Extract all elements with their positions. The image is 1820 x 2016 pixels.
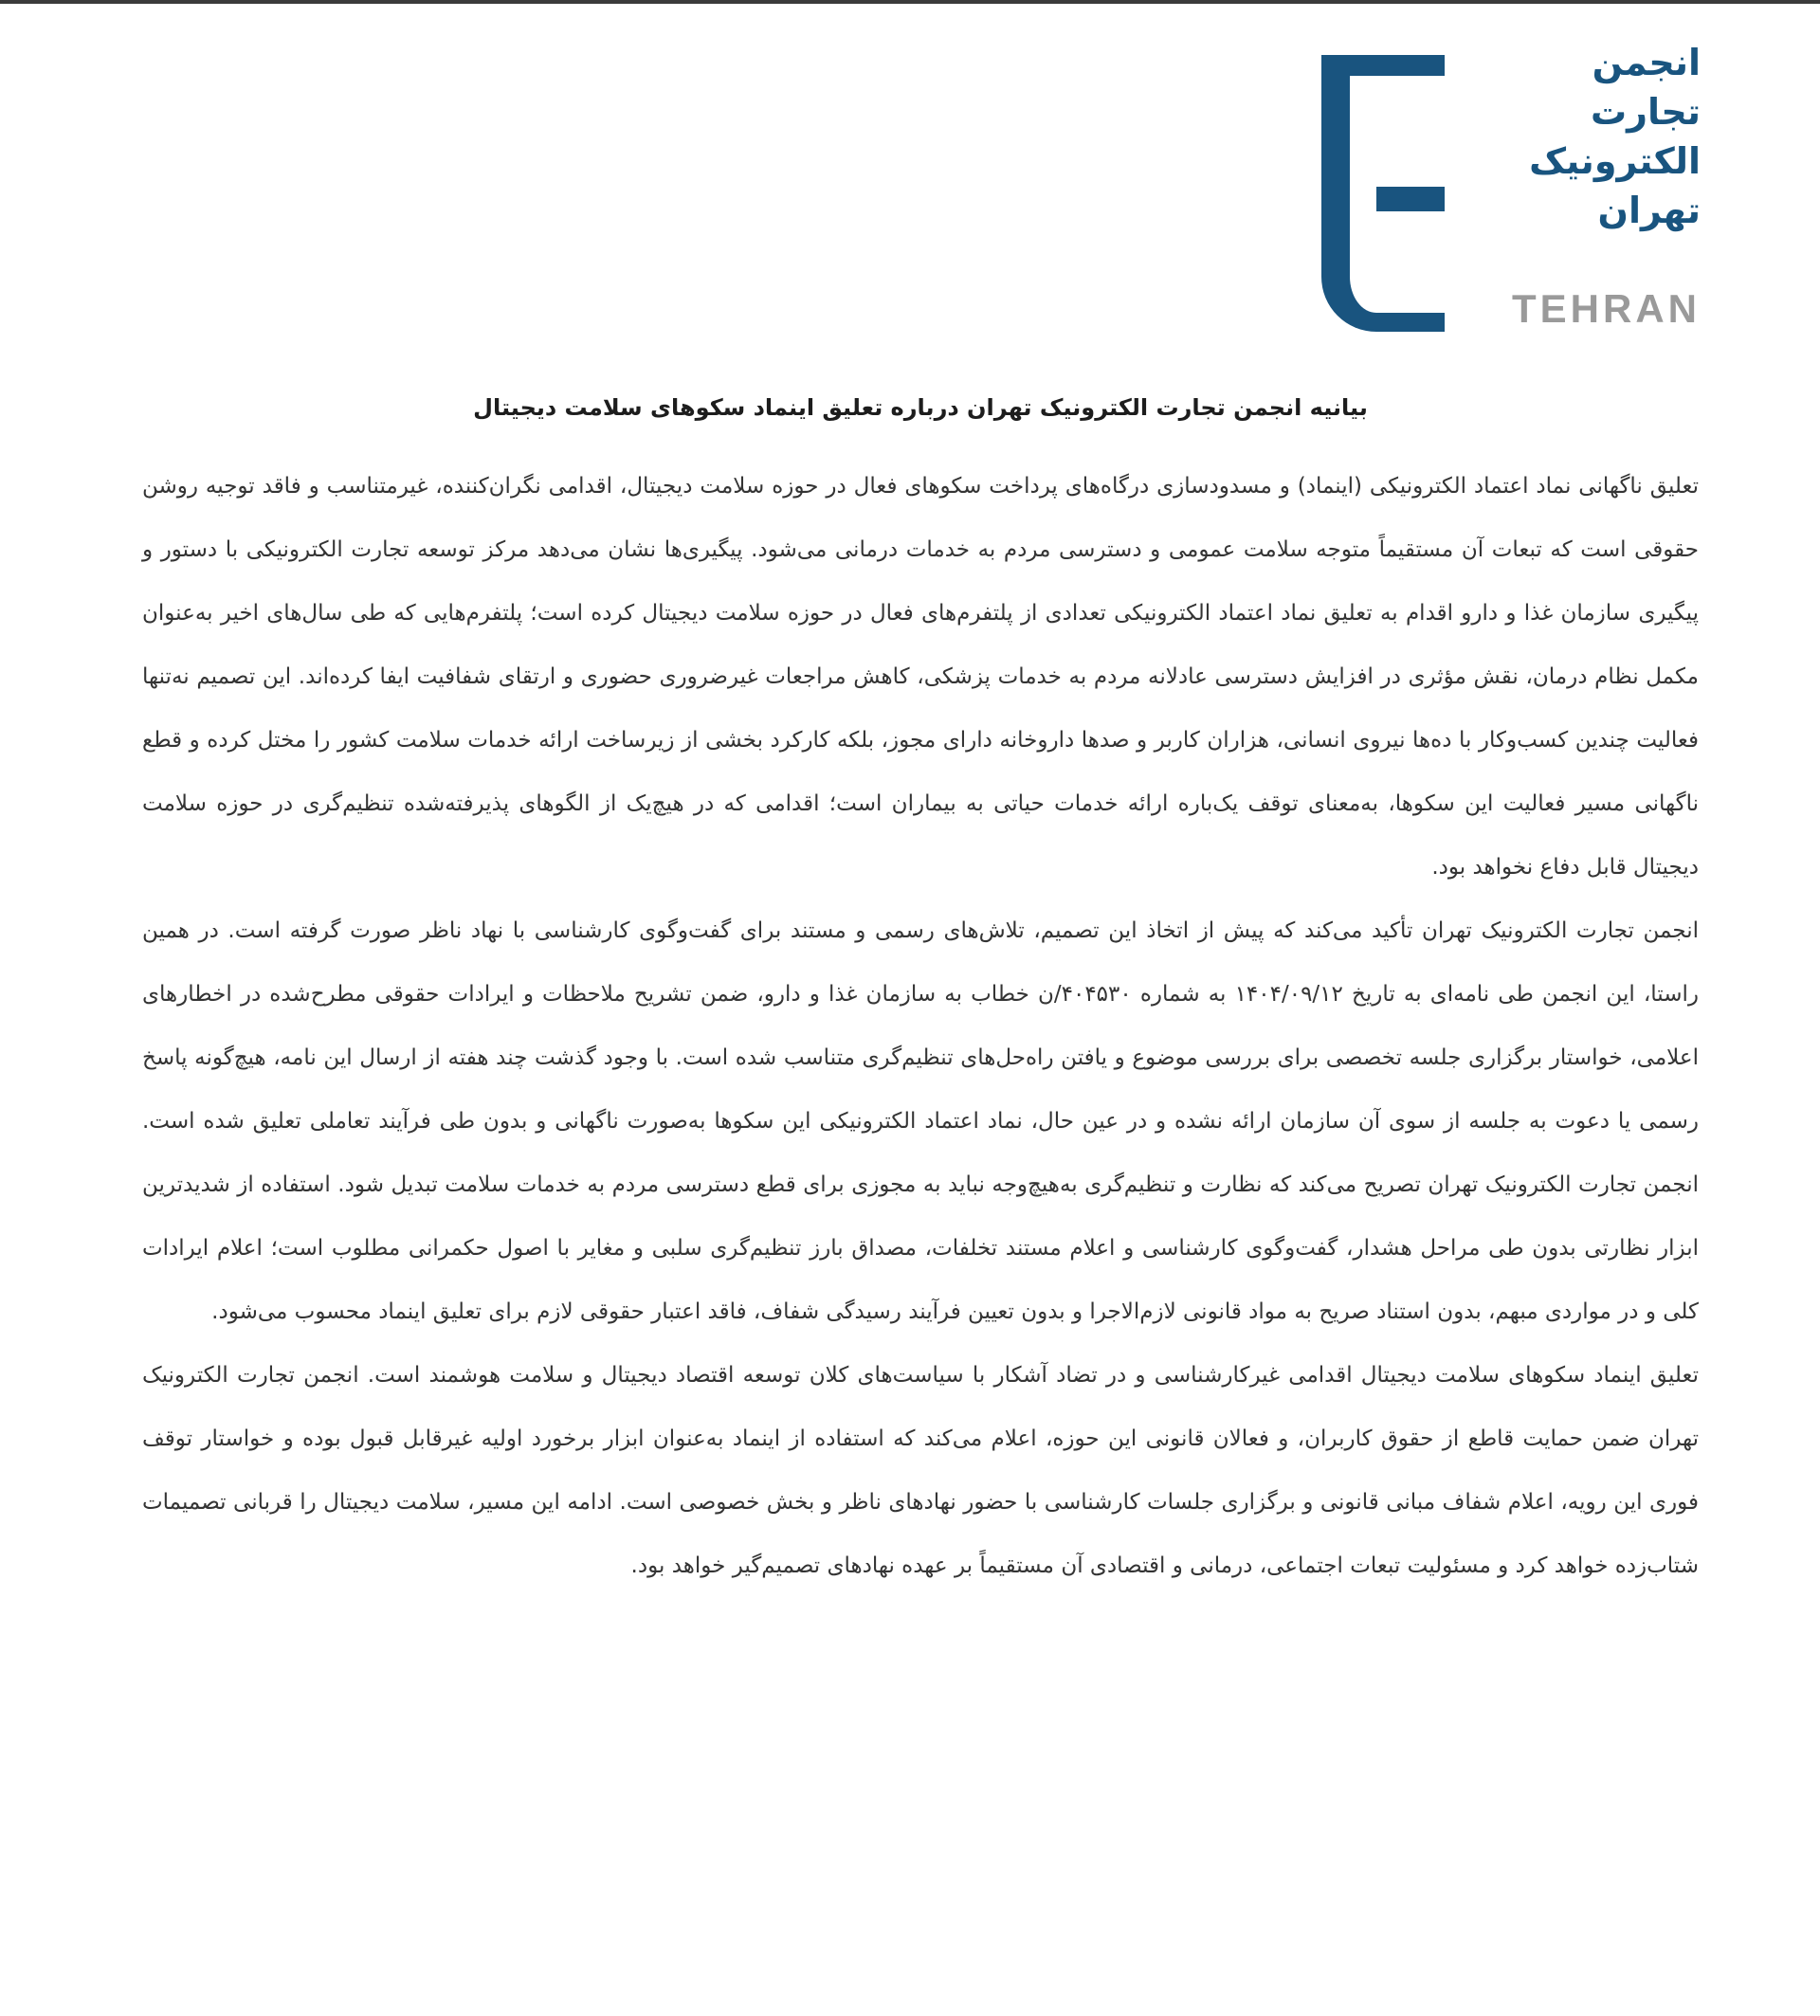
logo-name-line: تجارت [1591, 91, 1701, 133]
logo-name-line: تهران [1597, 190, 1701, 231]
association-name-farsi [1529, 38, 1701, 235]
logo-name-line: الکترونیک [1529, 140, 1701, 182]
association-logo [1321, 34, 1701, 332]
logo-mark-middle-dash [1376, 187, 1445, 211]
statement-title: بیانیه انجمن تجارت الکترونیک تهران درباره تعلیق اینماد سکوهای سلامت دیجیتال [473, 394, 1368, 421]
statement-body [142, 455, 1699, 1598]
statement-paragraph: تعلیق ناگهانی نماد اعتماد الکترونیکی (اینماد) و مسدودسازی درگاه‌های پرداخت سکوهای فعال در حوزه سلامت دیجیتال، اقدامی نگران‌کننده، غیرمتناسب و فاقد توجیه روشن حقوقی است که تبعات آن مستقیماً متوجه سلامت عمومی و دسترسی مردم به خدمات درمانی می‌شود. پیگیری‌ها نشان می‌دهد مرکز توسعه تجارت الکترونیکی با دستور و پیگیری سازمان غذا و دارو اقدام به تعلیق نماد اعتماد الکترونیکی تعدادی از پلتفرم‌های فعال در حوزه سلامت دیجیتال کرده است؛ پلتفرم‌هایی که طی سال‌های اخیر به‌عنوان مکمل نظام درمان، نقش مؤثری در افزایش دسترسی عادلانه مردم به خدمات پزشکی، کاهش مراجعات غیرضروری حضوری و ارتقای شفافیت ایفا کرده‌اند. این تصمیم نه‌تنها فعالیت چندین کسب‌وکار با ده‌ها نیروی انسانی، هزاران کاربر و صدها داروخانه دارای مجوز، بلکه کارکرد بخشی از زیرساخت ارائه خدمات سلامت کشور را مختل کرده و قطع ناگهانی مسیر فعالیت این سکوها، به‌معنای توقف یک‌باره ارائه خدمات حیاتی به بیماران است؛ اقدامی که در هیچ‌یک از الگوهای پذیرفته‌شده تنظیم‌گری در حوزه سلامت دیجیتال قابل دفاع نخواهد بود. [142, 474, 1699, 880]
statement-paragraph: تعلیق اینماد سکوهای سلامت دیجیتال اقدامی غیرکارشناسی و در تضاد آشکار با سیاست‌های کلان توسعه اقتصاد دیجیتال و سلامت هوشمند است. انجمن تجارت الکترونیک تهران ضمن حمایت قاطع از حقوق کاربران، و فعالان قانونی این حوزه، اعلام می‌کند که استفاده از اینماد به‌عنوان ابزار برخورد اولیه غیرقابل قبول بوده و خواستار توقف فوری این رویه، اعلام شفاف مبانی قانونی و برگزاری جلسات کارشناسی با حضور نهادهای ناظر و بخش خصوصی است. ادامه این مسیر، سلامت دیجیتال را قربانی تصمیمات شتاب‌زده خواهد کرد و مسئولیت تبعات اجتماعی، درمانی و اقتصادی آن مستقیماً بر عهده نهادهای تصمیم‌گیر خواهد بود. [142, 1363, 1699, 1578]
logo-caption-tehran: TEHRAN [1512, 286, 1701, 331]
association-logo-mark-icon [1321, 55, 1445, 332]
statement-paragraph: انجمن تجارت الکترونیک تهران تأکید می‌کند که پیش از اتخاذ این تصمیم، تلاش‌های رسمی و مستند برای گفت‌وگوی کارشناسی با نهاد ناظر صورت گرفته است. در همین راستا، این انجمن طی نامه‌ای به تاریخ ۱۴۰۴/۰۹/۱۲ به شماره ۴۰۴۵۳۰/ن خطاب به سازمان غذا و دارو، ضمن تشریح ملاحظات و ایرادات حقوقی مطرح‌شده در اخطارهای اعلامی، خواستار برگزاری جلسه تخصصی برای بررسی موضوع و یافتن راه‌حل‌های تنظیم‌گری متناسب شده است. با وجود گذشت چند هفته از ارسال این نامه، هیچ‌گونه پاسخ رسمی یا دعوت به جلسه از سوی آن سازمان ارائه نشده و در عین حال، نماد اعتماد الکترونیکی این سکوها به‌صورت ناگهانی و بدون طی فرآیند تعاملی تعلیق شده است. انجمن تجارت الکترونیک تهران تصریح می‌کند که نظارت و تنظیم‌گری به‌هیچ‌وجه نباید به مجوزی برای قطع دسترسی مردم به خدمات سلامت تبدیل شود. استفاده از شدیدترین ابزار نظارتی بدون طی مراحل هشدار، گفت‌وگوی کارشناسی و اعلام مستند تخلفات، مصداق بارز تنظیم‌گری سلبی و مغایر با اصول حکمرانی مطلوب است؛ اعلام ایرادات کلی و در مواردی مبهم، بدون استناد صریح به مواد قانونی لازم‌الاجرا و بدون تعیین فرآیند رسیدگی شفاف، فاقد اعتبار حقوقی لازم برای تعلیق اینماد محسوب می‌شود. [142, 918, 1699, 1324]
logo-name-line: انجمن [1592, 42, 1701, 83]
